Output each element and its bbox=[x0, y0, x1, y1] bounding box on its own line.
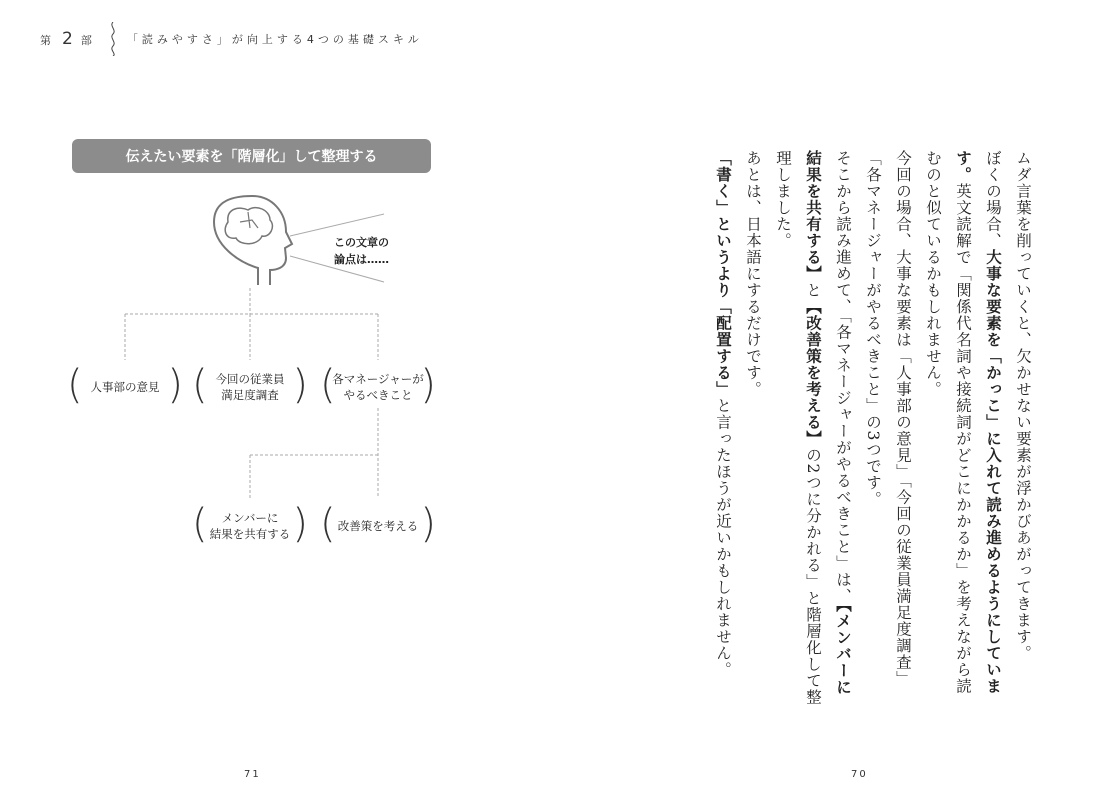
right-page bbox=[553, 0, 1106, 794]
text-span: の2つに分かれる」と階層化して整理しました。 bbox=[774, 150, 822, 706]
text-span: と言ったほうが近いかもしれません。 bbox=[714, 397, 732, 678]
paragraph-4 bbox=[768, 150, 858, 710]
left-paren-icon: ( bbox=[320, 362, 336, 408]
part-number: 2 bbox=[62, 29, 73, 49]
node-label: 今回の従業員 満足度調査 bbox=[215, 372, 285, 402]
page-number-right: 70 bbox=[851, 769, 868, 780]
head-icon bbox=[214, 196, 292, 285]
text-span: ぼくの場合、 bbox=[984, 150, 1002, 249]
text-span: そこから読み進めて、「各マネージャーがやるべきこと」は、 bbox=[834, 150, 852, 605]
paragraph-2 bbox=[918, 150, 1008, 710]
node-label: 人事部の意見 bbox=[90, 380, 160, 394]
paragraph-1: ムダ言葉を削っていくと、欠かせない要素が浮かびあがってきます。 bbox=[1014, 150, 1032, 662]
page-number-left: 71 bbox=[244, 769, 261, 780]
left-paren-icon: ( bbox=[67, 362, 83, 408]
figure-title: 伝えたい要素を「階層化」して整理する bbox=[72, 139, 431, 173]
node-survey bbox=[192, 362, 308, 408]
right-paren-icon: ) bbox=[292, 362, 308, 408]
paragraph-5: あとは、日本語にするだけです。 bbox=[744, 150, 762, 398]
node-manager-todo bbox=[320, 362, 436, 408]
body-text bbox=[708, 150, 1038, 710]
left-paren-icon: ( bbox=[192, 362, 208, 408]
right-paren-icon: ) bbox=[420, 362, 436, 408]
text-span: と bbox=[804, 282, 822, 299]
emphasis-text: 【メンバーに結果を共有する】 bbox=[804, 150, 852, 696]
paragraph-3: 今回の場合、大事な要素は「人事部の意見」「今回の従業員満足度調査」「各マネージャーがやるべきこと」の3つです。 bbox=[864, 150, 912, 687]
right-paren-icon: ) bbox=[420, 501, 436, 547]
emphasis-text: 【改善策を考える】 bbox=[804, 298, 822, 447]
sight-line-top bbox=[290, 214, 384, 236]
node-label: メンバーに 結果を共有する bbox=[209, 511, 291, 541]
left-paren-icon: ( bbox=[320, 501, 336, 547]
part-prefix: 第 bbox=[40, 34, 54, 47]
thought-label: この文章の 論点は…… bbox=[334, 236, 389, 266]
emphasis-text: 「書く」というより「配置する」 bbox=[714, 150, 732, 398]
node-improvement bbox=[320, 501, 436, 547]
part-suffix: 部 bbox=[80, 34, 95, 47]
chapter-title: 「読みやすさ」が向上する4つの基礎スキル bbox=[126, 33, 423, 46]
emphasis-text: 大事な要素を「かっこ」に入れて読み進めるようにしています。 bbox=[954, 150, 1002, 695]
node-label: 改善策を考える bbox=[337, 519, 419, 533]
node-share-results bbox=[192, 501, 308, 547]
right-paren-icon: ) bbox=[167, 362, 183, 408]
text-span: 英文読解で「関係代名詞や接続詞がどこにかかるか」を考えながら読むのと似ているかもしれません。 bbox=[924, 150, 972, 695]
paragraph-6 bbox=[708, 150, 738, 710]
node-hr-opinion bbox=[67, 362, 183, 408]
node-label: 各マネージャーが やるべきこと bbox=[332, 372, 424, 402]
left-paren-icon: ( bbox=[192, 501, 208, 547]
right-paren-icon: ) bbox=[292, 501, 308, 547]
